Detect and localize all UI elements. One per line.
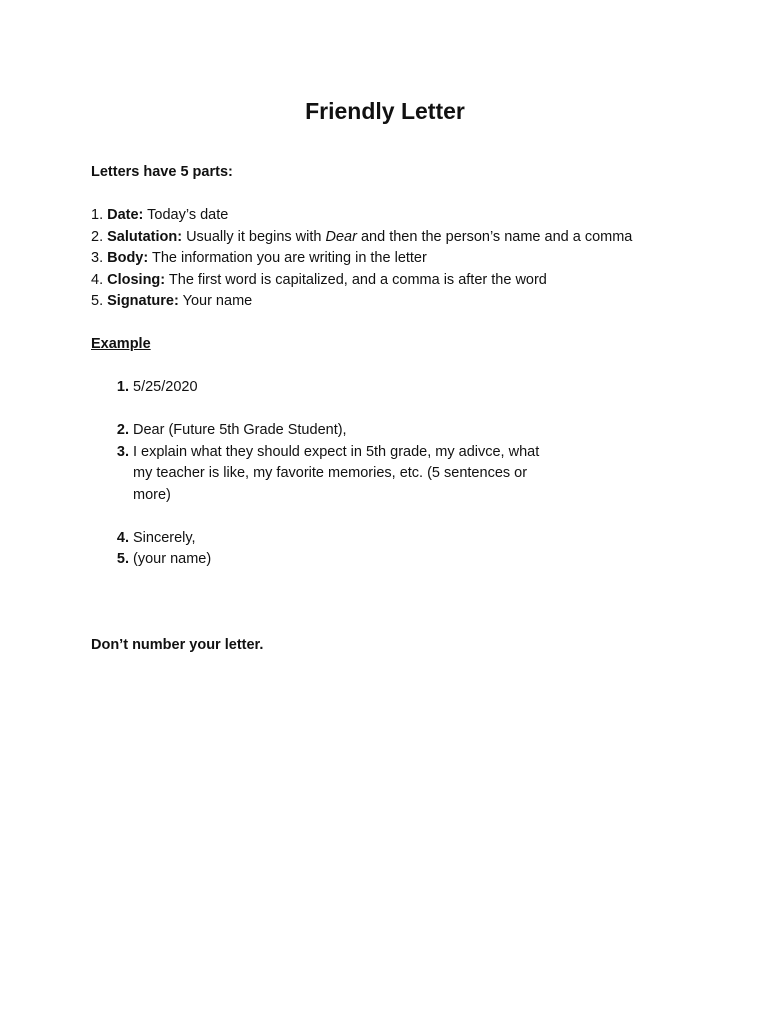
part-number: 1. bbox=[91, 207, 104, 223]
example-item-text: 5/25/2020 bbox=[133, 379, 198, 395]
part-desc-italic: Dear bbox=[325, 228, 357, 245]
example-item-salutation bbox=[91, 420, 651, 442]
part-body bbox=[91, 248, 651, 270]
part-number: 3. bbox=[91, 250, 104, 266]
example-item-number: 4. bbox=[116, 529, 129, 546]
example-item-number: 5. bbox=[116, 551, 129, 567]
example-item-signature bbox=[91, 549, 651, 571]
part-desc-before: Usually it begins with bbox=[186, 228, 322, 245]
part-salutation bbox=[91, 227, 651, 249]
spacer bbox=[91, 399, 651, 421]
part-desc: The first word is capitalized, and a comma is after the word bbox=[168, 271, 547, 288]
part-term: Salutation: bbox=[107, 228, 183, 245]
example-item-body bbox=[91, 442, 651, 507]
part-term: Signature: bbox=[107, 293, 179, 309]
part-desc: Today’s date bbox=[147, 207, 229, 223]
spacer bbox=[91, 614, 651, 636]
part-term: Closing: bbox=[107, 271, 166, 288]
spacer bbox=[91, 506, 651, 528]
spacer bbox=[91, 571, 651, 593]
parts-list bbox=[91, 205, 651, 313]
spacer bbox=[91, 184, 651, 206]
example-list bbox=[91, 377, 651, 571]
page-title: Friendly Letter bbox=[305, 98, 465, 124]
intro-text: Letters have 5 parts: bbox=[91, 164, 233, 180]
example-item-closing bbox=[91, 528, 651, 550]
example-item-text: Dear (Future 5th Grade Student), bbox=[133, 422, 347, 438]
part-date bbox=[91, 205, 651, 227]
spacer bbox=[91, 313, 651, 335]
part-number: 4. bbox=[91, 271, 104, 288]
spacer bbox=[91, 592, 651, 614]
part-term: Date: bbox=[107, 207, 144, 223]
part-signature bbox=[91, 291, 651, 313]
spacer bbox=[91, 356, 651, 378]
part-desc: The information you are writing in the letter bbox=[152, 250, 427, 266]
part-term: Body: bbox=[107, 250, 149, 266]
example-item-text: I explain what they should expect in 5th grade, my adivce, what my teacher is like, my favorite memories, etc. (5 sentences or more) bbox=[133, 443, 540, 503]
example-item-number: 3. bbox=[116, 443, 129, 460]
part-number: 5. bbox=[91, 293, 104, 309]
example-item-text: (your name) bbox=[133, 551, 212, 567]
part-desc: Your name bbox=[182, 293, 253, 309]
example-item-date bbox=[91, 377, 651, 399]
example-item-text: Sincerely, bbox=[133, 529, 196, 546]
part-desc-after: and then the person’s name and a comma bbox=[360, 228, 633, 245]
example-heading: Example bbox=[91, 336, 151, 352]
part-number: 2. bbox=[91, 228, 104, 245]
closing-note: Don’t number your letter. bbox=[91, 637, 264, 653]
part-closing bbox=[91, 270, 651, 292]
document-body bbox=[91, 162, 651, 657]
example-item-number: 1. bbox=[116, 379, 129, 395]
example-item-number: 2. bbox=[116, 422, 129, 438]
